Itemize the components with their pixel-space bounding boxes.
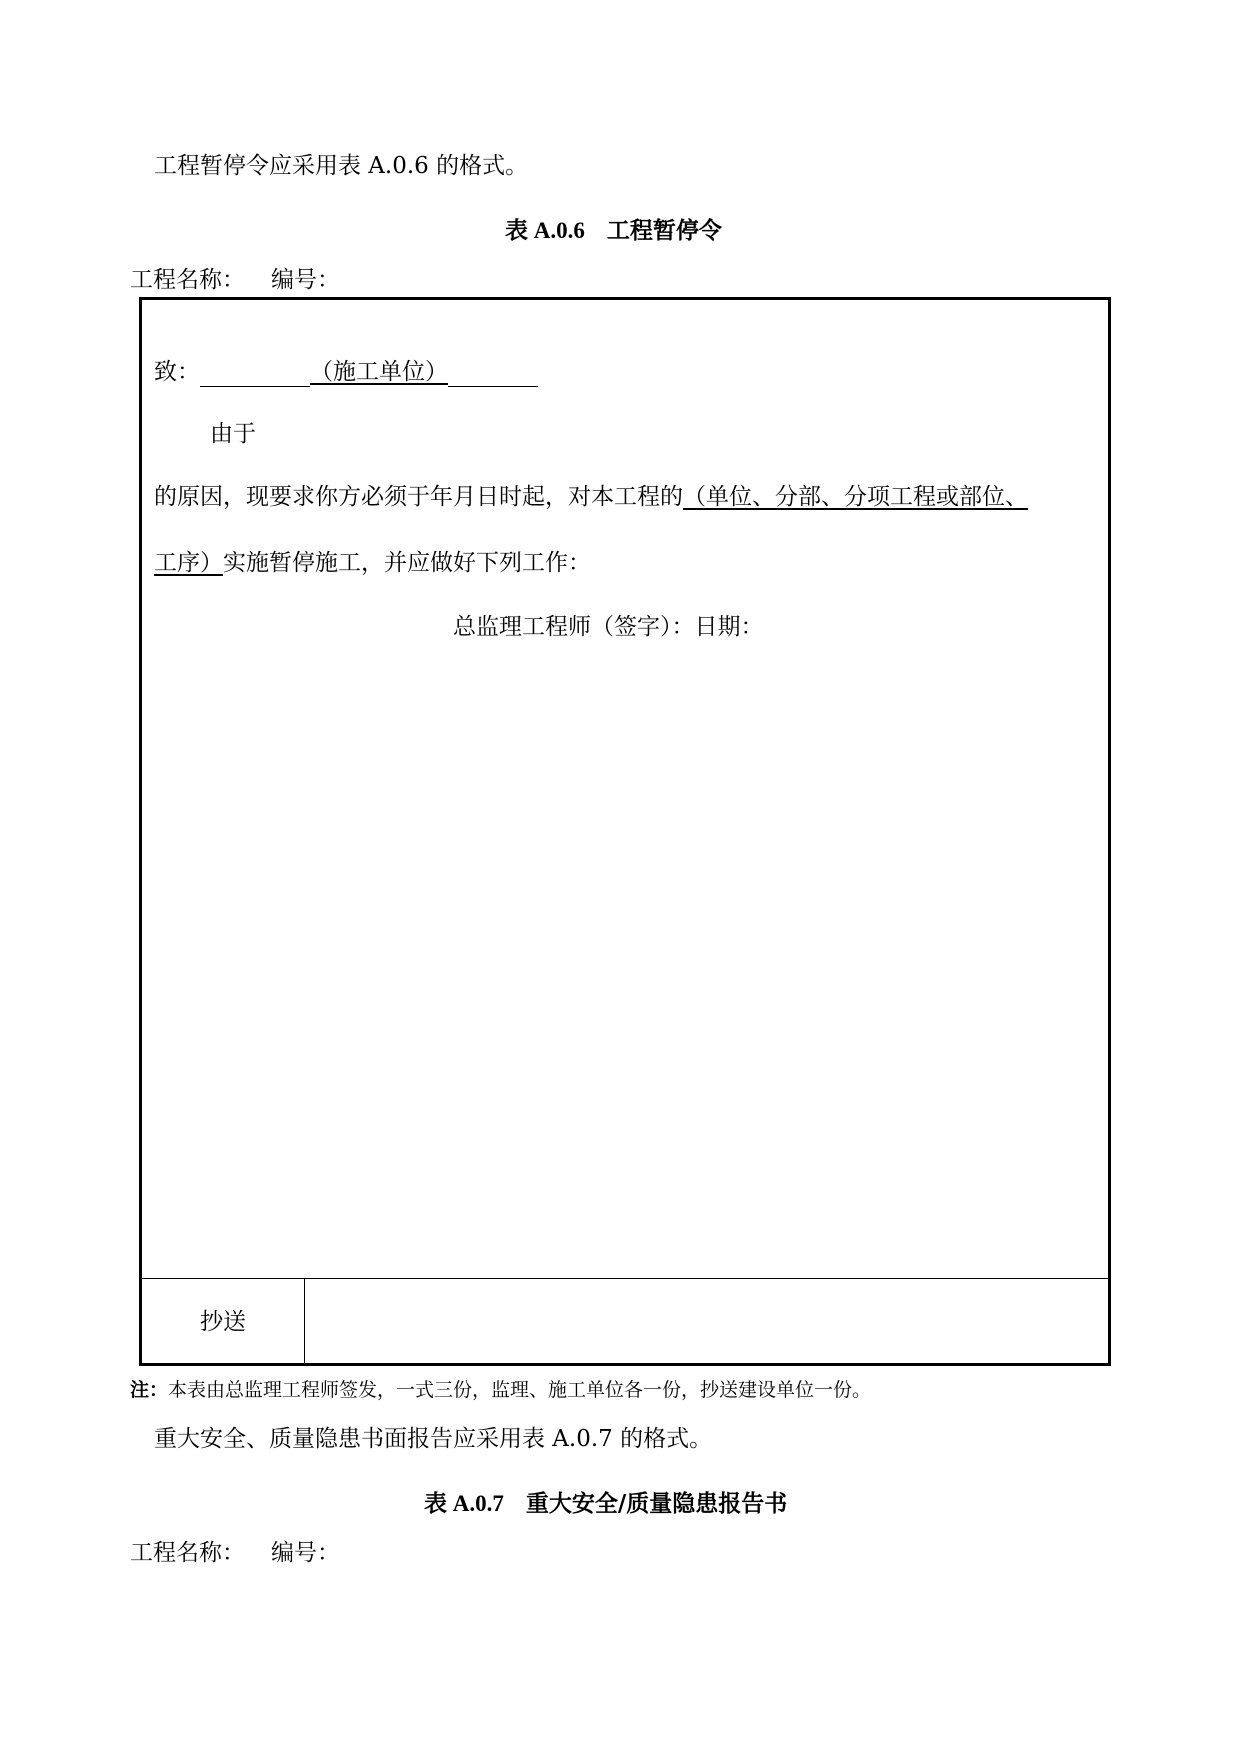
table-2-title: 重大安全/质量隐患报告书 (525, 1491, 788, 1517)
number-label: 编号： (271, 267, 340, 293)
contractor-unit-field: （施工单位） (310, 359, 448, 385)
signature-line: 总监理工程师（签字）：日期： (453, 614, 764, 640)
reason-line (154, 482, 1028, 512)
table-2-heading (424, 1489, 787, 1519)
project-name-label: 工程名称： (130, 267, 245, 293)
number-label-2: 编号： (271, 1540, 340, 1566)
table-1-meta (130, 265, 340, 295)
reason-text: 的原因，现要求你方必须于年月日时起，对本工程的 (154, 484, 683, 510)
scope-field-part-2: 工序） (154, 550, 223, 576)
table-1-heading (505, 216, 722, 246)
table-2-code: 表 A.0.7 (424, 1491, 504, 1516)
project-name-label-2: 工程名称： (130, 1540, 245, 1566)
cc-label-cell (142, 1279, 305, 1363)
action-text: 实施暂停施工，并应做好下列工作： (223, 550, 591, 576)
action-line (154, 548, 591, 578)
to-label: 致： (154, 359, 200, 385)
table-2-meta (130, 1538, 340, 1568)
addressee-blank-right (448, 360, 538, 387)
form-note (130, 1377, 871, 1403)
cc-label: 抄送 (200, 1309, 246, 1335)
suspension-order-form (139, 297, 1111, 1366)
addressee-blank-left (200, 360, 310, 387)
cc-row (142, 1278, 1108, 1363)
scope-field-part-1: （单位、分部、分项工程或部位、 (683, 484, 1028, 510)
due-to-label: 由于 (210, 421, 256, 447)
intro-paragraph-2: 重大安全、质量隐患书面报告应采用表 A.0.7 的格式。 (154, 1426, 713, 1452)
note-text: 本表由总监理工程师签发，一式三份，监理、施工单位各一份，抄送建设单位一份。 (168, 1379, 872, 1401)
note-label: 注： (130, 1379, 169, 1401)
addressee-line (154, 357, 538, 387)
intro-paragraph-1: 工程暂停令应采用表 A.0.6 的格式。 (154, 153, 529, 179)
table-1-code: 表 A.0.6 (505, 218, 585, 243)
table-1-title: 工程暂停令 (606, 218, 722, 244)
